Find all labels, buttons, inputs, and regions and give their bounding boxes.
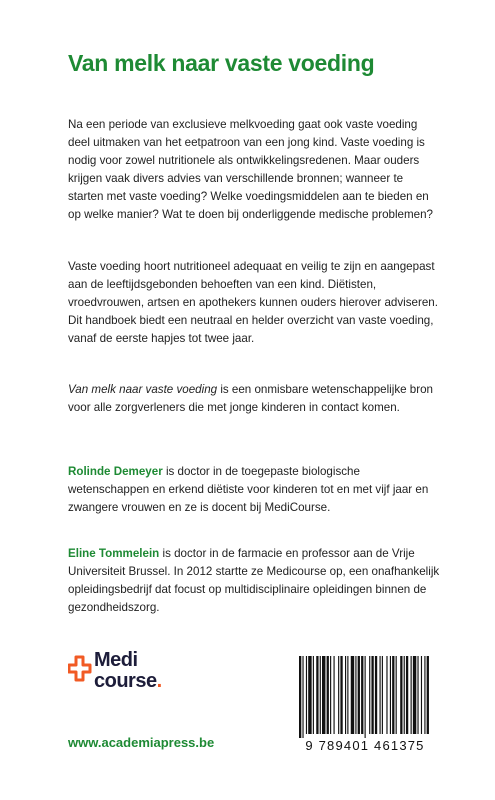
logo-line-1: Medi xyxy=(94,649,138,671)
author-name-2: Eline Tommelein xyxy=(68,547,160,560)
summary-text: is een onmisbare wetenschappelijke bron voor alle zorgverleners die met jonge kinderen in contact komen. xyxy=(68,383,433,415)
barcode-bar xyxy=(404,656,405,734)
barcode-bar xyxy=(308,656,311,734)
barcode-bar xyxy=(358,656,360,734)
logo-wordmark xyxy=(94,650,162,692)
barcode-bar xyxy=(316,656,318,734)
barcode-bar xyxy=(406,656,408,734)
intro-paragraph xyxy=(68,116,440,225)
barcode-bar xyxy=(390,656,391,734)
barcode-bar xyxy=(424,656,425,734)
logo-line-2: course xyxy=(94,670,157,692)
author-bio-1 xyxy=(68,463,440,517)
medicourse-logo xyxy=(68,649,208,698)
barcode-bar xyxy=(355,656,356,734)
barcode-bar xyxy=(351,656,354,734)
barcode-bar xyxy=(340,656,342,734)
isbn-number: 9 789401 461375 xyxy=(305,738,425,753)
summary-book-title: Van melk naar vaste voeding xyxy=(68,383,218,396)
barcode-bar xyxy=(299,656,301,738)
publisher-website: www.academiapress.be xyxy=(68,735,215,750)
barcode-bar xyxy=(386,656,387,734)
barcode-bar xyxy=(369,656,370,734)
barcode-bar xyxy=(302,656,303,738)
barcode-bar xyxy=(345,656,346,734)
barcode-bar xyxy=(371,656,373,734)
barcode-bar xyxy=(322,656,325,734)
barcode-bar xyxy=(400,656,402,734)
barcode-bar xyxy=(411,656,412,734)
summary-paragraph xyxy=(68,381,440,417)
medical-cross-icon xyxy=(68,654,94,690)
barcode-bar xyxy=(375,656,377,734)
barcode-bar xyxy=(417,656,418,734)
barcode-bar xyxy=(427,656,429,734)
barcode-bar xyxy=(320,656,321,734)
description-paragraph xyxy=(68,258,440,348)
author-bio-text-1: is doctor in de toegepaste biologische wetenschappen en erkend diëtiste voor kinderen tot en met vijf jaar en zwangere vrouwen en ze is docent bij MediCourse. xyxy=(68,465,429,515)
description-text: Vaste voeding hoort nutritioneel adequaat en veilig te zijn en aangepast aan de leeftijdsgebonden behoeften van een kind. Diëtisten, vroedvrouwen, artsen en apothekers kunnen ouders hierover adviseren. Dit handboek biedt een neutraal en helder overzicht van vaste voeding, vanaf de eerste hapjes tot twee jaar. xyxy=(68,260,438,346)
barcode-bar xyxy=(334,656,335,734)
book-title: Van melk naar vaste voeding xyxy=(68,50,375,76)
barcode-bar xyxy=(392,656,394,734)
barcode-bar xyxy=(327,656,329,734)
barcode-bar xyxy=(365,656,366,738)
barcode-bar xyxy=(380,656,381,734)
barcode-bar xyxy=(306,656,307,734)
barcode-bar xyxy=(421,656,422,734)
author-bio-text-2: is doctor in de farmacie en professor aan de Vrije Universiteit Brussel. In 2012 startte ze Medicourse op, een onafhankelijk opleidingsbedrijf dat focust op multidisciplinaire opleidingen binnen de gezondheidszorg. xyxy=(68,547,440,615)
intro-text: Na een periode van exclusieve melkvoeding gaat ook vaste voeding deel uitmaken van het eetpatroon van een jong kind. Vaste voeding is nodig voor zowel nutritionele als ontwikkelingsredenen. Maar ouders krijgen vaak divers advies van verschillende bronnen; wanneer te starten met vaste voeding? Welke voedingsmiddelen aan te bieden en op welke manier? Wat te doen bij onderliggende medische problemen? xyxy=(68,118,433,222)
barcode-bar xyxy=(361,656,363,734)
author-bio-2 xyxy=(68,545,440,617)
author-name-1: Rolinde Demeyer xyxy=(68,465,163,478)
barcode-bar xyxy=(382,656,383,734)
barcode-bar xyxy=(396,656,397,734)
barcode-bar xyxy=(413,656,416,734)
barcode-bar xyxy=(347,656,348,734)
barcode-bar xyxy=(313,656,314,734)
logo-dot: . xyxy=(156,670,162,692)
barcode-bar xyxy=(330,656,331,734)
barcode-bar xyxy=(338,656,339,734)
